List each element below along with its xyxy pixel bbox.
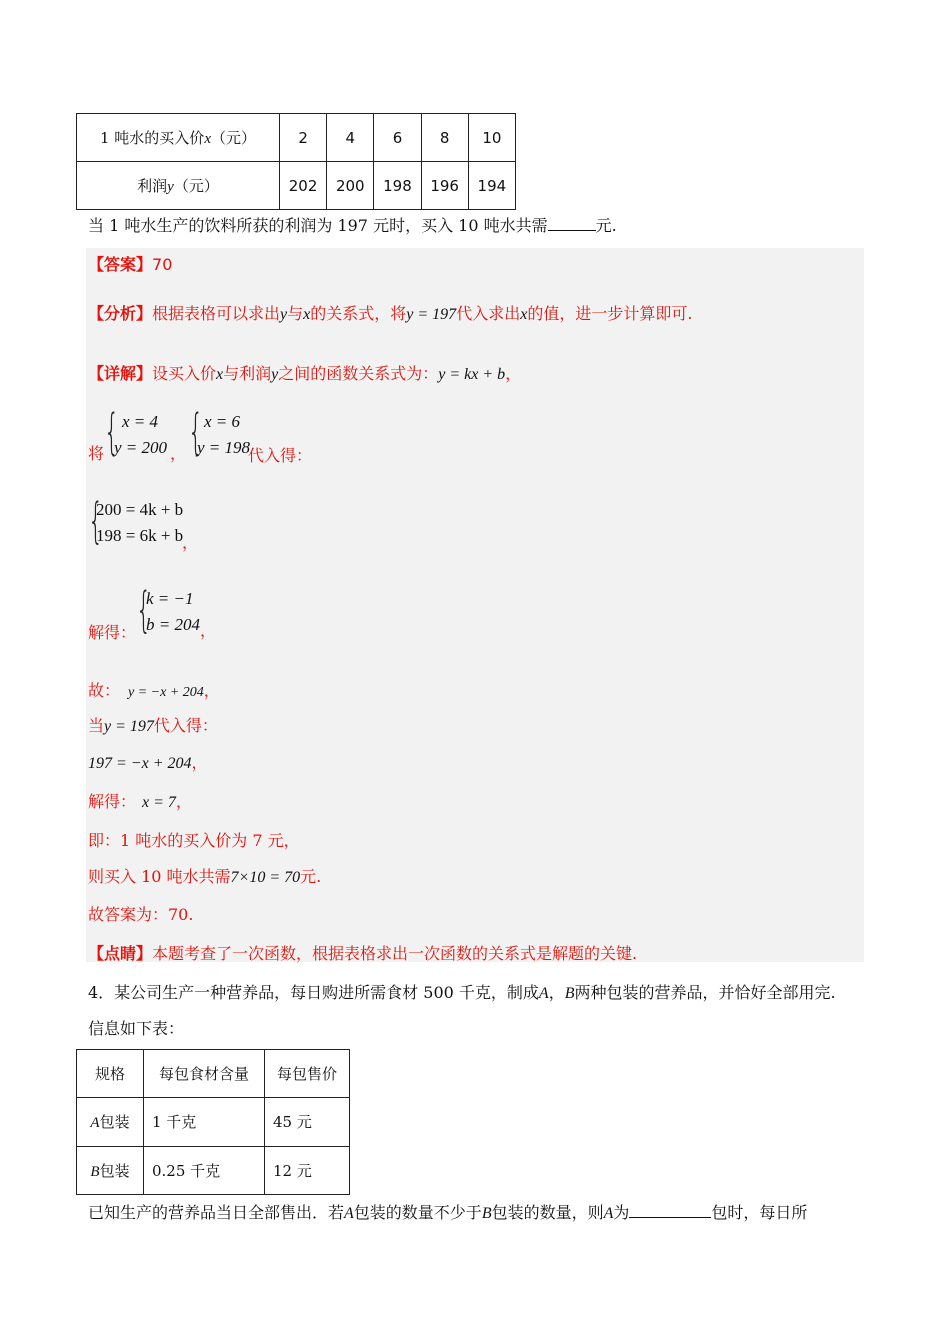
so-line: 故： y = −x + 204， (88, 681, 220, 700)
table-cell: 198 (374, 162, 421, 210)
comment-line: 【点睛】本题考查了一次函数，根据表格求出一次函数的关系式是解题的关键. (88, 944, 638, 963)
comment-tag: 【点睛】 (88, 944, 153, 963)
price-profit-table (76, 113, 516, 210)
table-cell: 10 (468, 114, 515, 162)
answer-blank (548, 216, 596, 231)
answer-value: 70 (152, 255, 173, 274)
ie-line: 即：1 吨水的买入价为 7 元， (88, 831, 300, 850)
solve-label: 解得： (88, 623, 137, 642)
table-header: 规格 (77, 1050, 144, 1098)
question-4-line1: 4．某公司生产一种营养品，每日购进所需食材 500 千克，制成A，B两种包装的营养品，并恰好全部用完. (88, 983, 836, 1002)
sub-label: 将 (88, 444, 105, 463)
solution-panel (86, 248, 864, 962)
system4-row2: b = 204 (146, 615, 200, 634)
brace-icon: { (88, 493, 104, 549)
answer-line (88, 254, 172, 276)
system2-row1: x = 6 (204, 412, 241, 431)
system1-row1: x = 4 (122, 412, 159, 431)
table-cell: 194 (468, 162, 515, 210)
system4-tail: ， (200, 621, 217, 640)
table-header: 每包食材含量 (144, 1050, 265, 1098)
analysis-line: 【分析】根据表格可以求出y与x的关系式，将y = 197代入求出x的值，进一步计算即可. (88, 304, 693, 323)
system3-row1: 200 = 4k + b (96, 500, 184, 519)
table-row-header-profit (77, 162, 280, 210)
table-cell-unit: （元） (173, 177, 219, 195)
table-cell: 6 (374, 114, 421, 162)
sub-tail: 代入得： (248, 446, 313, 465)
when-line: 当y = 197代入得： (88, 716, 218, 735)
table-cell-label: 1 吨水的买入价 (100, 129, 205, 147)
solve2-line: 解得： x = 7， (88, 792, 192, 811)
system3-row2: 198 = 6k + b (96, 526, 184, 545)
var-x: x (204, 131, 211, 147)
system3-tail: ， (182, 533, 199, 552)
table-cell: 1 千克 (144, 1098, 265, 1146)
answer-blank (629, 1203, 711, 1218)
table-cell: 202 (280, 162, 327, 210)
system4-row1: k = −1 (146, 589, 194, 608)
table-row-header-price (77, 114, 280, 162)
table-cell: 4 (327, 114, 374, 162)
question-4-line2: 信息如下表： (88, 1019, 185, 1038)
detail-tag: 【详解】 (88, 364, 153, 383)
equation-line: 197 = −x + 204， (88, 753, 208, 772)
final-answer-line: 故答案为：70. (88, 905, 194, 924)
var-y: y (167, 179, 174, 195)
table-cell: 45 元 (265, 1098, 350, 1146)
table-row-label: A包装 (77, 1098, 144, 1146)
brace-icon: { (188, 404, 204, 460)
table-cell: 12 元 (265, 1146, 350, 1194)
analysis-tag: 【分析】 (88, 304, 153, 323)
table-cell: 2 (280, 114, 327, 162)
package-table (76, 1049, 350, 1195)
answer-tag: 【答案】 (88, 255, 153, 274)
separator: ， (170, 444, 187, 463)
then-line: 则买入 10 吨水共需7×10 = 70元. (88, 867, 322, 886)
detail-line: 【详解】设买入价x与利润y之间的函数关系式为：y = kx + b， (88, 364, 522, 383)
table-row-label: B包装 (77, 1146, 144, 1194)
question-3-prompt: 当 1 吨水生产的饮料所获的利润为 197 元时，买入 10 吨水共需 元. (88, 216, 617, 235)
table-cell: 0.25 千克 (144, 1146, 265, 1194)
table-cell: 200 (327, 162, 374, 210)
table-cell: 196 (421, 162, 468, 210)
table-cell: 8 (421, 114, 468, 162)
brace-icon: { (104, 404, 120, 460)
brace-icon: { (136, 582, 152, 638)
table-header: 每包售价 (265, 1050, 350, 1098)
table-cell-label: 利润 (137, 177, 168, 195)
question-4-condition: 已知生产的营养品当日全部售出．若A包装的数量不少于B包装的数量，则A为 包时，每日所 (88, 1203, 808, 1222)
system1-row2: y = 200 (114, 438, 168, 457)
system2-row2: y = 198 (197, 438, 251, 457)
table-cell-unit: （元） (210, 129, 256, 147)
